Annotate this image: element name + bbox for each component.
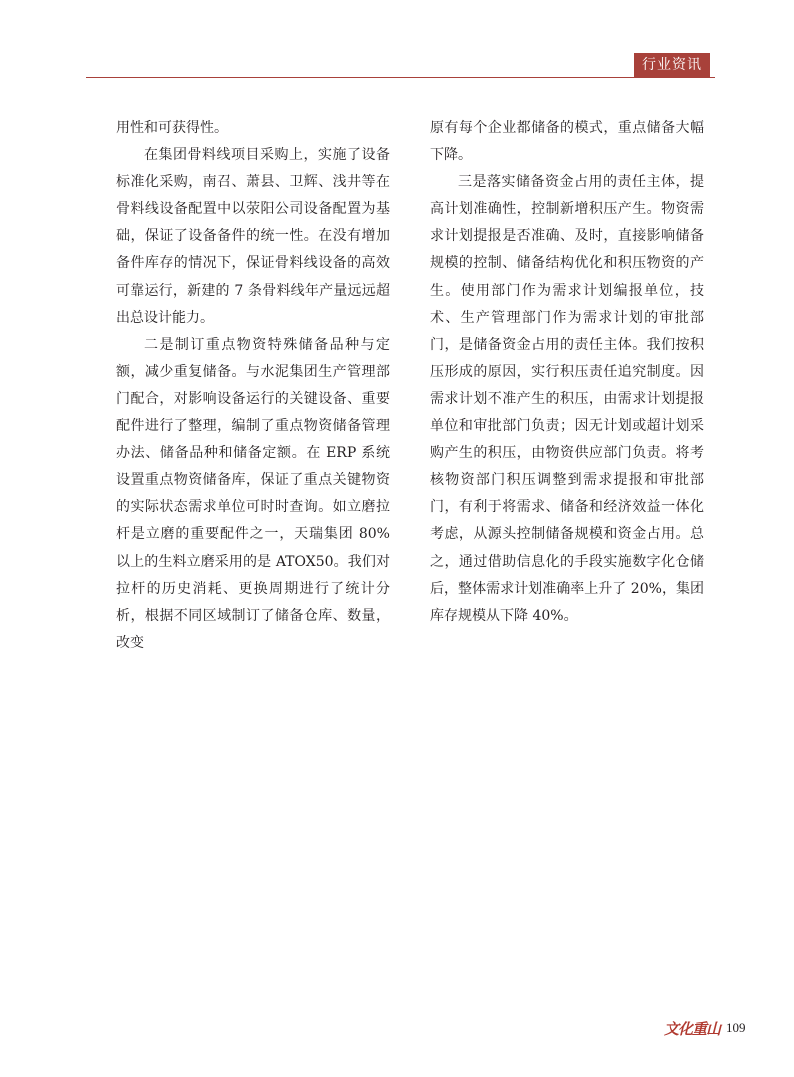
page-footer bbox=[664, 1017, 746, 1039]
paragraph: 在集团骨料线项目采购上，实施了设备标准化采购，南召、萧县、卫辉、浅井等在骨料线设备配置中以荥阳公司设备配置为基础，保证了设备备件的统一性。在没有增加备件库存的情况下，保证骨料线设备的高效可靠运行，新建的 7 条骨料线年产量远远超出总设计能力。 bbox=[116, 147, 390, 326]
left-column bbox=[116, 115, 390, 657]
paragraph: 原有每个企业都储备的模式，重点储备大幅下降。 bbox=[430, 120, 704, 164]
header-rule bbox=[86, 77, 715, 78]
section-tag bbox=[634, 53, 710, 77]
brand-logo: 文化重山 bbox=[664, 1019, 721, 1038]
paragraph: 用性和可获得性。 bbox=[116, 120, 228, 136]
section-label: 行业资讯 bbox=[642, 57, 702, 73]
page-number: 109 bbox=[726, 1020, 746, 1035]
paragraph: 二是制订重点物资特殊储备品种与定额，减少重复储备。与水泥集团生产管理部门配合，对影响设备运行的关键设备、重要配件进行了整理，编制了重点物资储备管理办法、储备品种和储备定额。在 ERP 系统设置重点物资储备库，保证了重点关键物资的实际状态需求单位可时时查询。如立磨拉杆是立磨的重要配件之一，天瑞集团 80% 以上的生料立磨采用的是 ATOX50。我们对拉杆的历史消耗、更换周期进行了统计分析，根据不同区域制订了储备仓库、数量，改变 bbox=[116, 336, 390, 651]
right-column bbox=[430, 115, 704, 630]
paragraph: 三是落实储备资金占用的责任主体，提高计划准确性，控制新增积压产生。物资需求计划提报是否准确、及时，直接影响储备规模的控制、储备结构优化和积压物资的产生。使用部门作为需求计划编报单位，技术、生产管理部门作为需求计划的审批部门，是储备资金占用的责任主体。我们按积压形成的原因，实行积压责任追究制度。因需求计划不准产生的积压，由需求计划提报单位和审批部门负责；因无计划或超计划采购产生的积压，由物资供应部门负责。将考核物资部门积压调整到需求提报和审批部门，有利于将需求、储备和经济效益一体化考虑，从源头控制储备规模和资金占用。总之，通过借助信息化的手段实施数字化仓储后，整体需求计划准确率上升了 20%，集团库存规模从下降 40%。 bbox=[430, 174, 704, 624]
